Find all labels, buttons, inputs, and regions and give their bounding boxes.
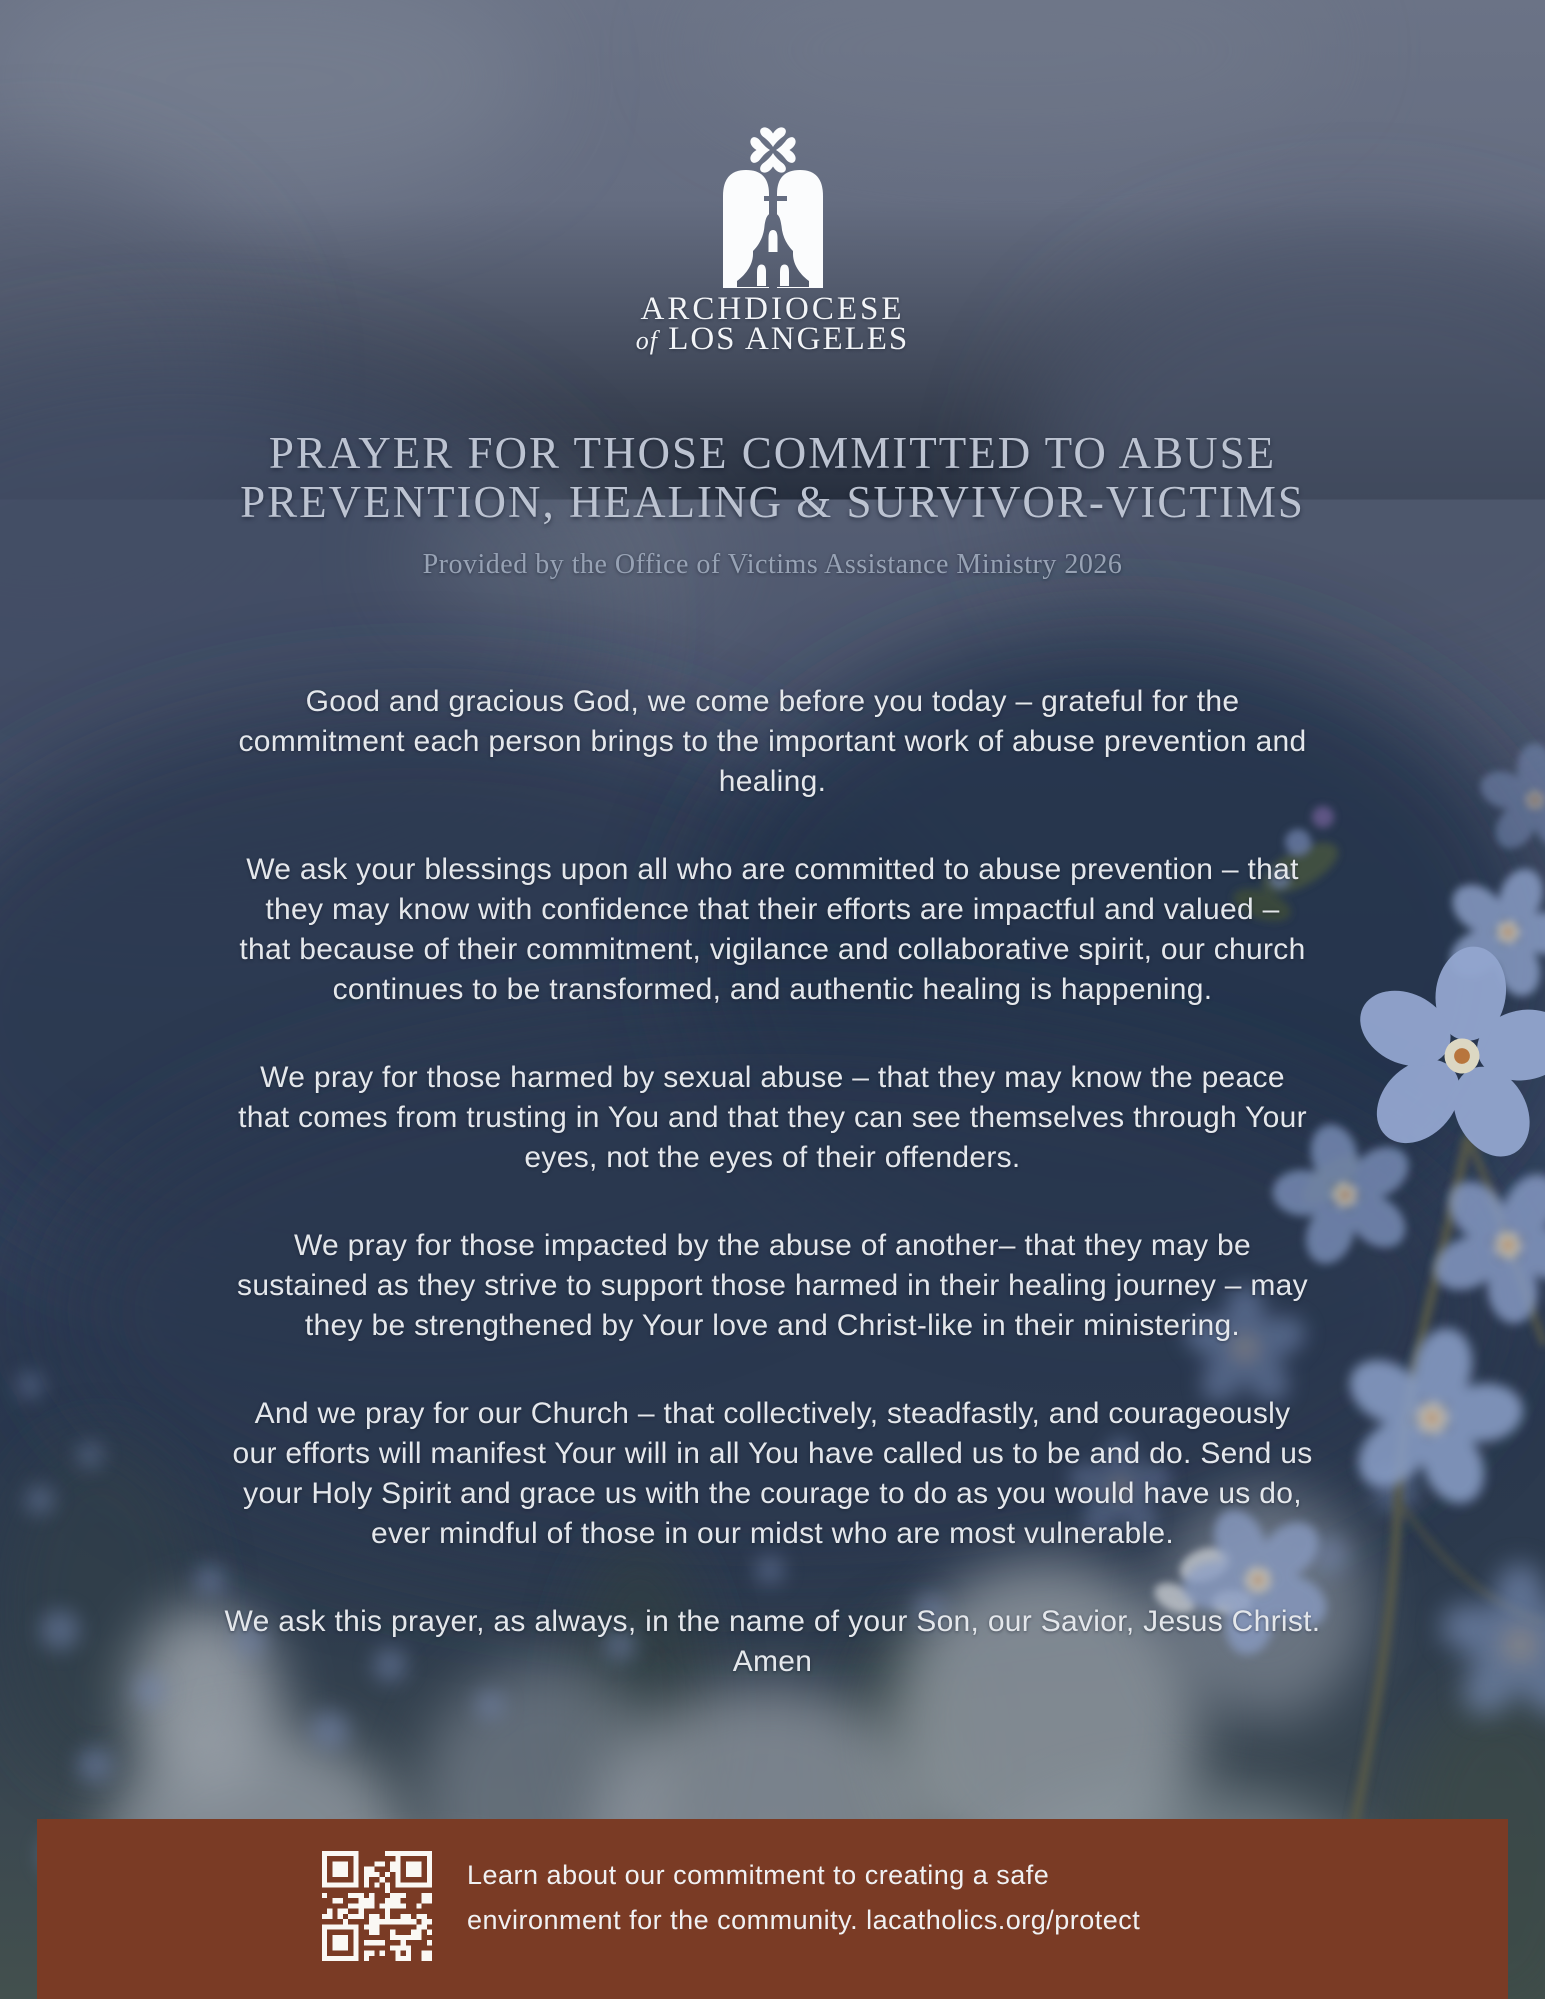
prayer-line: they be strengthened by Your love and Christ-like in their ministering. xyxy=(304,1309,1241,1342)
logo-city-word: LOS ANGELES xyxy=(668,321,910,357)
prayer-line: Amen xyxy=(732,1645,813,1678)
prayer-line: your Holy Spirit and grace us with the courage to do as you would have us do, xyxy=(243,1477,1302,1510)
footer-message-line-1: Learn about our commitment to creating a safe xyxy=(467,1860,1050,1890)
prayer-paragraph xyxy=(150,850,1395,1010)
prayer-text xyxy=(150,682,1395,1730)
prayer-line: And we pray for our Church – that collectively, steadfastly, and courageously xyxy=(254,1397,1291,1430)
prayer-line: eyes, not the eyes of their offenders. xyxy=(524,1141,1021,1174)
logo-of-word: of xyxy=(635,326,658,355)
prayer-paragraph xyxy=(150,1058,1395,1178)
prayer-line: that comes from trusting in You and that they can see themselves through Your xyxy=(238,1101,1307,1134)
prayer-line: continues to be transformed, and authentic healing is happening. xyxy=(332,973,1213,1006)
prayer-line: Good and gracious God, we come before you today – grateful for the xyxy=(305,685,1240,718)
page-subtitle: Provided by the Office of Victims Assistance Ministry 2026 xyxy=(422,549,1123,580)
footer-message xyxy=(467,1853,1140,1943)
footer-bar xyxy=(37,1819,1508,1999)
prayer-line: We ask this prayer, as always, in the name of your Son, our Savior, Jesus Christ. xyxy=(224,1605,1321,1638)
prayer-paragraph xyxy=(150,1226,1395,1346)
footer-message-line-2: environment for the community. lacatholics.org/protect xyxy=(467,1905,1141,1935)
prayer-line: We ask your blessings upon all who are committed to abuse prevention – that xyxy=(246,853,1299,886)
prayer-line: they may know with confidence that their efforts are impactful and valued – xyxy=(265,893,1280,926)
prayer-paragraph xyxy=(150,1394,1395,1554)
qr-code xyxy=(322,1851,432,1961)
title-line-1: PRAYER FOR THOSE COMMITTED TO ABUSE xyxy=(268,428,1277,478)
prayer-line: our efforts will manifest Your will in all You have called us to be and do. Send us xyxy=(232,1437,1313,1470)
prayer-paragraph xyxy=(150,682,1395,802)
prayer-line: that because of their commitment, vigilance and collaborative spirit, our church xyxy=(239,933,1306,966)
prayer-line: sustained as they strive to support those harmed in their healing journey – may xyxy=(237,1269,1308,1302)
page-title xyxy=(0,429,1545,527)
prayer-line: healing. xyxy=(718,765,827,798)
prayer-line: We pray for those impacted by the abuse of another– that they may be xyxy=(293,1229,1252,1262)
prayer-line: We pray for those harmed by sexual abuse – that they may know the peace xyxy=(260,1061,1285,1094)
archdiocese-logo-icon xyxy=(721,126,825,290)
prayer-line: ever mindful of those in our midst who are most vulnerable. xyxy=(370,1517,1175,1550)
logo-org-name-line2 xyxy=(0,321,1545,358)
title-line-2: PREVENTION, HEALING & SURVIVOR-VICTIMS xyxy=(240,477,1305,527)
logo-org-name: ARCHDIOCESE xyxy=(640,291,905,327)
prayer-paragraph xyxy=(150,1602,1395,1682)
prayer-line: commitment each person brings to the important work of abuse prevention and xyxy=(238,725,1307,758)
